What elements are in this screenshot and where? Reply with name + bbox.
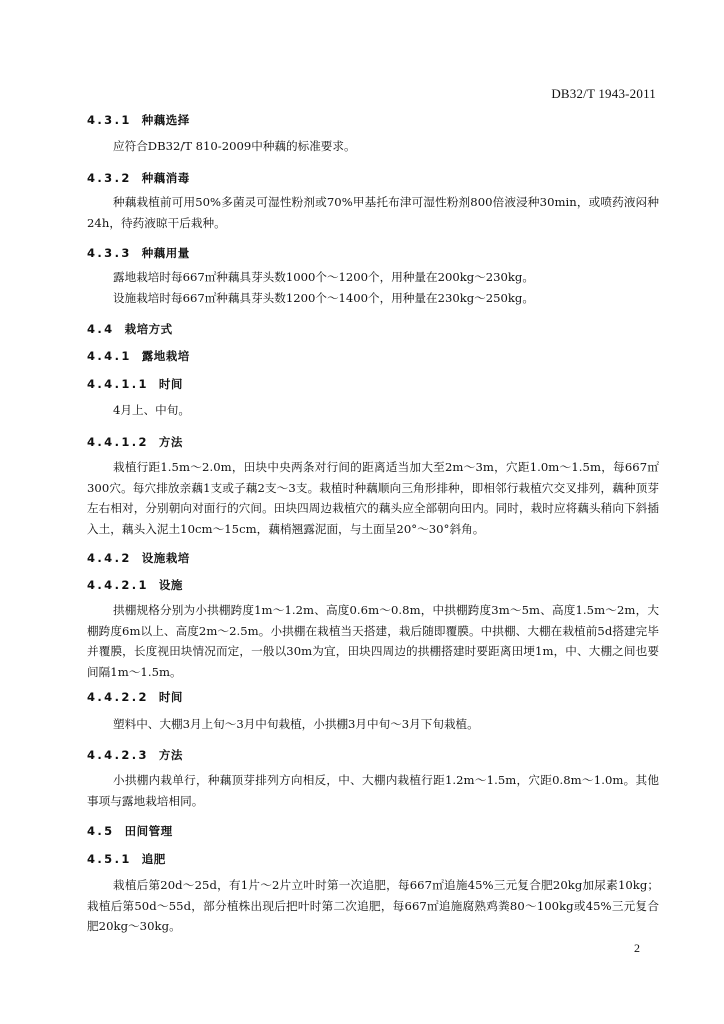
heading-title: 种藕选择	[141, 113, 190, 127]
heading-4-4-2-2	[87, 689, 183, 705]
heading-title: 田间管理	[124, 824, 173, 838]
heading-title: 时间	[158, 377, 183, 391]
paragraph-4-5-1: 栽植后第20d～25d，有1片～2片立叶时第一次追肥，每667㎡追施45%三元复合肥20kg加尿素10kg；栽植后第50d～55d，部分植株出现后把叶时第二次追肥，每667㎡追施腐熟鸡粪80～100kg或45%三元复合肥20kg～30kg。	[87, 878, 659, 934]
heading-4-3-1	[87, 112, 190, 128]
heading-title: 种藕消毒	[141, 171, 190, 185]
heading-title: 种藕用量	[141, 246, 190, 260]
heading-4-3-2	[87, 170, 190, 186]
heading-title: 时间	[158, 690, 183, 704]
heading-4-5-1	[87, 851, 166, 867]
heading-4-3-3	[87, 245, 190, 261]
paragraph-4-4-2-1: 拱棚规格分别为小拱棚跨度1m～1.2m、高度0.6m～0.8m，中拱棚跨度3m～5m、高度1.5m～2m，大棚跨度6m以上、高度2m～2.5m。小拱棚在栽植当天搭建，栽后随即覆膜。中拱棚、大棚在栽植前5d搭建完毕并覆膜，长度视田块情况而定，一般以30m为宜，田块四周边的拱棚搭建时要距离田埂1m，中、大棚之间也要间隔1m～1.5m。	[87, 603, 659, 679]
heading-number: 4.4.2.1	[87, 578, 149, 592]
paragraph-4-3-3-line-1: 露地栽培时每667㎡种藕具芽头数1000个～1200个，用种量在200kg～230kg。	[113, 270, 534, 284]
paragraph-4-3-2: 种藕栽植前可用50%多菌灵可湿性粉剂或70%甲基托布津可湿性粉剂800倍液浸种30min，或喷药液闷种24h，待药液晾干后栽种。	[87, 195, 659, 230]
paragraph-4-4-2-3: 小拱棚内栽单行，种藕顶芽排列方向相反，中、大棚内栽植行距1.2m～1.5m，穴距0.8m～1.0m。其他事项与露地栽培相同。	[87, 773, 659, 808]
heading-number: 4.5.1	[87, 852, 132, 866]
heading-4-5	[87, 823, 173, 839]
heading-number: 4.5	[87, 824, 115, 838]
paragraph-4-3-1: 应符合DB32/T 810-2009中种藕的标准要求。	[113, 139, 356, 153]
heading-number: 4.4.2	[87, 551, 132, 565]
heading-4-4-1-1	[87, 376, 183, 392]
heading-number: 4.4.2.3	[87, 748, 149, 762]
heading-title: 露地栽培	[141, 349, 190, 363]
heading-number: 4.3.2	[87, 171, 132, 185]
heading-number: 4.4.2.2	[87, 690, 149, 704]
heading-number: 4.3.3	[87, 246, 132, 260]
heading-title: 设施栽培	[141, 551, 190, 565]
heading-number: 4.4	[87, 322, 115, 336]
heading-title: 栽培方式	[124, 322, 173, 336]
heading-number: 4.4.1.1	[87, 377, 149, 391]
paragraph-4-4-1-2: 栽植行距1.5m～2.0m，田块中央两条对行间的距离适当加大至2m～3m，穴距1.0m～1.5m，每667㎡300穴。每穴排放亲藕1支或子藕2支～3支。栽植时种藕顺向三角形排种，即相邻行栽植穴交叉排列，藕种顶芽左右相对，分别朝向对面行的穴间。田块四周边栽植穴的藕头应全部朝向田内。同时，栽时应将藕头稍向下斜插入土，藕头入泥土10cm～15cm，藕梢翘露泥面，与土面呈20°～30°斜角。	[87, 460, 659, 536]
heading-number: 4.4.1.2	[87, 435, 149, 449]
standard-code: DB32/T 1943-2011	[551, 86, 656, 101]
heading-title: 追肥	[141, 852, 166, 866]
paragraph-4-4-1-1: 4月上、中旬。	[113, 403, 190, 417]
page-number: 2	[634, 941, 640, 955]
heading-4-4-1	[87, 348, 190, 364]
heading-title: 方法	[158, 748, 183, 762]
heading-4-4-2	[87, 550, 190, 566]
paragraph-4-4-2-2: 塑料中、大棚3月上旬～3月中旬栽植，小拱棚3月中旬～3月下旬栽植。	[113, 717, 479, 731]
heading-4-4-1-2	[87, 434, 183, 450]
heading-4-4-2-3	[87, 747, 183, 763]
heading-4-4	[87, 321, 173, 337]
heading-number: 4.3.1	[87, 113, 132, 127]
heading-number: 4.4.1	[87, 349, 132, 363]
heading-4-4-2-1	[87, 577, 183, 593]
heading-title: 设施	[158, 578, 183, 592]
paragraph-4-3-3-line-2: 设施栽培时每667㎡种藕具芽头数1200个～1400个，用种量在230kg～250kg。	[113, 291, 534, 305]
heading-title: 方法	[158, 435, 183, 449]
